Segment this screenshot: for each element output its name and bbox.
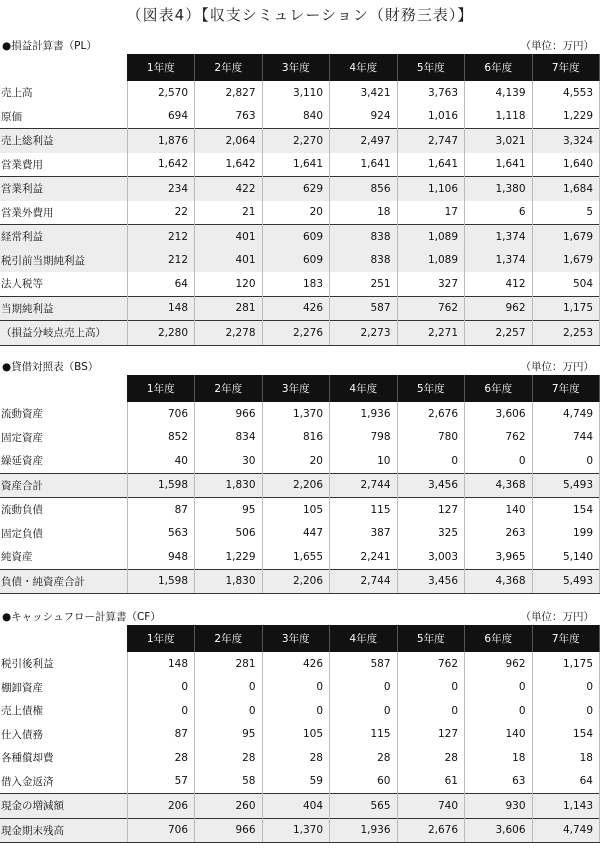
value-cell: 1,876 bbox=[127, 129, 195, 153]
value-cell: 0 bbox=[397, 449, 465, 473]
value-cell: 61 bbox=[397, 770, 465, 794]
value-cell: 0 bbox=[330, 699, 398, 723]
value-cell: 2,676 bbox=[397, 402, 465, 426]
value-cell: 5,140 bbox=[532, 545, 600, 569]
table-row bbox=[0, 81, 600, 105]
row-label: 営業外費用 bbox=[0, 201, 127, 225]
value-cell: 115 bbox=[330, 723, 398, 747]
value-cell: 0 bbox=[532, 699, 600, 723]
value-cell: 1,679 bbox=[532, 249, 600, 273]
value-cell: 0 bbox=[330, 676, 398, 700]
cf-table-body bbox=[0, 652, 600, 843]
value-cell: 948 bbox=[127, 545, 195, 569]
year-header: 3年度 bbox=[262, 54, 330, 81]
year-header: 2年度 bbox=[195, 375, 263, 402]
value-cell: 2,497 bbox=[330, 129, 398, 153]
value-cell: 17 bbox=[397, 201, 465, 225]
row-label: 現金の増減額 bbox=[0, 794, 127, 819]
value-cell: 3,965 bbox=[465, 545, 533, 569]
value-cell: 1,642 bbox=[127, 153, 195, 177]
value-cell: 206 bbox=[127, 794, 195, 819]
value-cell: 740 bbox=[397, 794, 465, 819]
pl-header-row bbox=[0, 54, 600, 81]
row-label: 当期純利益 bbox=[0, 296, 127, 321]
row-label: 資産合計 bbox=[0, 473, 127, 498]
value-cell: 3,421 bbox=[330, 81, 398, 105]
value-cell: 64 bbox=[532, 770, 600, 794]
value-cell: 0 bbox=[127, 676, 195, 700]
value-cell: 1,380 bbox=[465, 177, 533, 201]
value-cell: 1,684 bbox=[532, 177, 600, 201]
row-label: 純資産 bbox=[0, 545, 127, 569]
table-row bbox=[0, 498, 600, 522]
row-label: 借入金返済 bbox=[0, 770, 127, 794]
value-cell: 401 bbox=[195, 225, 263, 249]
value-cell: 1,641 bbox=[397, 153, 465, 177]
value-cell: 28 bbox=[195, 746, 263, 770]
pl-table bbox=[0, 54, 600, 346]
value-cell: 1,175 bbox=[532, 296, 600, 321]
value-cell: 2,676 bbox=[397, 818, 465, 843]
value-cell: 2,280 bbox=[127, 321, 195, 346]
value-cell: 0 bbox=[465, 676, 533, 700]
year-header: 7年度 bbox=[532, 375, 600, 402]
value-cell: 2,064 bbox=[195, 129, 263, 153]
cf-section bbox=[0, 607, 600, 843]
year-header: 7年度 bbox=[532, 54, 600, 81]
value-cell: 2,206 bbox=[262, 473, 330, 498]
table-row bbox=[0, 402, 600, 426]
value-cell: 0 bbox=[397, 676, 465, 700]
value-cell: 1,089 bbox=[397, 249, 465, 273]
value-cell: 60 bbox=[330, 770, 398, 794]
value-cell: 154 bbox=[532, 723, 600, 747]
value-cell: 0 bbox=[195, 676, 263, 700]
value-cell: 3,606 bbox=[465, 818, 533, 843]
value-cell: 1,936 bbox=[330, 402, 398, 426]
header-blank-cell bbox=[0, 375, 127, 402]
cf-section-header bbox=[0, 607, 600, 623]
row-label: 繰延資産 bbox=[0, 449, 127, 473]
value-cell: 3,763 bbox=[397, 81, 465, 105]
table-row bbox=[0, 723, 600, 747]
value-cell: 2,570 bbox=[127, 81, 195, 105]
value-cell: 18 bbox=[532, 746, 600, 770]
value-cell: 3,456 bbox=[397, 473, 465, 498]
row-label: 各種償却費 bbox=[0, 746, 127, 770]
value-cell: 1,106 bbox=[397, 177, 465, 201]
value-cell: 962 bbox=[465, 652, 533, 676]
value-cell: 0 bbox=[465, 699, 533, 723]
year-header: 5年度 bbox=[397, 375, 465, 402]
value-cell: 1,936 bbox=[330, 818, 398, 843]
value-cell: 706 bbox=[127, 818, 195, 843]
year-header: 2年度 bbox=[195, 54, 263, 81]
value-cell: 1,830 bbox=[195, 473, 263, 498]
bs-header-row bbox=[0, 375, 600, 402]
value-cell: 1,370 bbox=[262, 818, 330, 843]
value-cell: 506 bbox=[195, 522, 263, 546]
value-cell: 28 bbox=[127, 746, 195, 770]
value-cell: 0 bbox=[397, 699, 465, 723]
value-cell: 1,175 bbox=[532, 652, 600, 676]
row-label: 経常利益 bbox=[0, 225, 127, 249]
value-cell: 2,827 bbox=[195, 81, 263, 105]
value-cell: 762 bbox=[397, 296, 465, 321]
row-label: 固定負債 bbox=[0, 522, 127, 546]
value-cell: 1,374 bbox=[465, 249, 533, 273]
table-row bbox=[0, 249, 600, 273]
value-cell: 1,229 bbox=[195, 545, 263, 569]
value-cell: 64 bbox=[127, 272, 195, 296]
row-label: 売上高 bbox=[0, 81, 127, 105]
value-cell: 744 bbox=[532, 426, 600, 450]
value-cell: 183 bbox=[262, 272, 330, 296]
value-cell: 4,368 bbox=[465, 569, 533, 594]
value-cell: 40 bbox=[127, 449, 195, 473]
table-row bbox=[0, 746, 600, 770]
value-cell: 63 bbox=[465, 770, 533, 794]
row-label: 現金期末残高 bbox=[0, 818, 127, 843]
value-cell: 18 bbox=[330, 201, 398, 225]
value-cell: 212 bbox=[127, 249, 195, 273]
year-header: 1年度 bbox=[127, 54, 195, 81]
value-cell: 5,493 bbox=[532, 569, 600, 594]
table-row bbox=[0, 545, 600, 569]
value-cell: 404 bbox=[262, 794, 330, 819]
value-cell: 0 bbox=[262, 676, 330, 700]
year-header: 3年度 bbox=[262, 625, 330, 652]
value-cell: 1,229 bbox=[532, 105, 600, 129]
value-cell: 0 bbox=[532, 449, 600, 473]
value-cell: 609 bbox=[262, 249, 330, 273]
value-cell: 2,276 bbox=[262, 321, 330, 346]
value-cell: 1,089 bbox=[397, 225, 465, 249]
value-cell: 762 bbox=[397, 652, 465, 676]
value-cell: 2,273 bbox=[330, 321, 398, 346]
cf-unit-label: （単位：万円） bbox=[520, 611, 594, 623]
value-cell: 4,139 bbox=[465, 81, 533, 105]
table-row bbox=[0, 794, 600, 819]
value-cell: 706 bbox=[127, 402, 195, 426]
year-header: 6年度 bbox=[465, 54, 533, 81]
value-cell: 327 bbox=[397, 272, 465, 296]
table-row bbox=[0, 699, 600, 723]
value-cell: 127 bbox=[397, 498, 465, 522]
value-cell: 563 bbox=[127, 522, 195, 546]
value-cell: 1,679 bbox=[532, 225, 600, 249]
value-cell: 1,640 bbox=[532, 153, 600, 177]
value-cell: 251 bbox=[330, 272, 398, 296]
value-cell: 1,641 bbox=[262, 153, 330, 177]
year-header: 1年度 bbox=[127, 375, 195, 402]
table-row bbox=[0, 770, 600, 794]
row-label: 営業費用 bbox=[0, 153, 127, 177]
value-cell: 401 bbox=[195, 249, 263, 273]
row-label: 売上総利益 bbox=[0, 129, 127, 153]
value-cell: 57 bbox=[127, 770, 195, 794]
value-cell: 840 bbox=[262, 105, 330, 129]
value-cell: 504 bbox=[532, 272, 600, 296]
bs-unit-label: （単位：万円） bbox=[520, 361, 594, 373]
value-cell: 1,655 bbox=[262, 545, 330, 569]
value-cell: 447 bbox=[262, 522, 330, 546]
value-cell: 120 bbox=[195, 272, 263, 296]
value-cell: 5,493 bbox=[532, 473, 600, 498]
row-label: 税引前当期純利益 bbox=[0, 249, 127, 273]
value-cell: 0 bbox=[127, 699, 195, 723]
value-cell: 0 bbox=[465, 449, 533, 473]
value-cell: 2,241 bbox=[330, 545, 398, 569]
value-cell: 105 bbox=[262, 723, 330, 747]
value-cell: 962 bbox=[465, 296, 533, 321]
value-cell: 2,271 bbox=[397, 321, 465, 346]
pl-section-title: ●損益計算書（PL） bbox=[2, 40, 97, 52]
value-cell: 2,206 bbox=[262, 569, 330, 594]
table-row bbox=[0, 272, 600, 296]
value-cell: 105 bbox=[262, 498, 330, 522]
value-cell: 148 bbox=[127, 652, 195, 676]
value-cell: 780 bbox=[397, 426, 465, 450]
value-cell: 629 bbox=[262, 177, 330, 201]
value-cell: 1,830 bbox=[195, 569, 263, 594]
value-cell: 422 bbox=[195, 177, 263, 201]
value-cell: 28 bbox=[330, 746, 398, 770]
pl-unit-label: （単位：万円） bbox=[520, 40, 594, 52]
value-cell: 281 bbox=[195, 296, 263, 321]
value-cell: 838 bbox=[330, 225, 398, 249]
value-cell: 95 bbox=[195, 498, 263, 522]
year-header: 7年度 bbox=[532, 625, 600, 652]
value-cell: 5 bbox=[532, 201, 600, 225]
value-cell: 260 bbox=[195, 794, 263, 819]
value-cell: 6 bbox=[465, 201, 533, 225]
value-cell: 2,257 bbox=[465, 321, 533, 346]
value-cell: 0 bbox=[195, 699, 263, 723]
row-label: 固定資産 bbox=[0, 426, 127, 450]
row-label: 棚卸資産 bbox=[0, 676, 127, 700]
value-cell: 20 bbox=[262, 201, 330, 225]
bs-table bbox=[0, 375, 600, 594]
value-cell: 426 bbox=[262, 652, 330, 676]
value-cell: 966 bbox=[195, 818, 263, 843]
value-cell: 28 bbox=[397, 746, 465, 770]
value-cell: 387 bbox=[330, 522, 398, 546]
table-row bbox=[0, 153, 600, 177]
row-label: 負債・純資産合計 bbox=[0, 569, 127, 594]
cf-table bbox=[0, 625, 600, 843]
value-cell: 212 bbox=[127, 225, 195, 249]
value-cell: 58 bbox=[195, 770, 263, 794]
pl-section-header bbox=[0, 36, 600, 52]
row-label: 売上債権 bbox=[0, 699, 127, 723]
value-cell: 1,118 bbox=[465, 105, 533, 129]
value-cell: 1,641 bbox=[465, 153, 533, 177]
value-cell: 1,598 bbox=[127, 473, 195, 498]
value-cell: 924 bbox=[330, 105, 398, 129]
value-cell: 2,747 bbox=[397, 129, 465, 153]
value-cell: 798 bbox=[330, 426, 398, 450]
value-cell: 1,370 bbox=[262, 402, 330, 426]
row-label: 原価 bbox=[0, 105, 127, 129]
value-cell: 22 bbox=[127, 201, 195, 225]
value-cell: 838 bbox=[330, 249, 398, 273]
pl-table-body bbox=[0, 81, 600, 345]
value-cell: 21 bbox=[195, 201, 263, 225]
value-cell: 852 bbox=[127, 426, 195, 450]
value-cell: 87 bbox=[127, 723, 195, 747]
row-label: 法人税等 bbox=[0, 272, 127, 296]
value-cell: 816 bbox=[262, 426, 330, 450]
bs-section-header bbox=[0, 357, 600, 373]
table-row bbox=[0, 321, 600, 346]
value-cell: 2,270 bbox=[262, 129, 330, 153]
year-header: 4年度 bbox=[330, 625, 398, 652]
value-cell: 18 bbox=[465, 746, 533, 770]
value-cell: 2,278 bbox=[195, 321, 263, 346]
value-cell: 325 bbox=[397, 522, 465, 546]
value-cell: 127 bbox=[397, 723, 465, 747]
page-title: （図表4）【収支シミュレーション（財務三表）】 bbox=[126, 6, 474, 24]
year-header: 5年度 bbox=[397, 54, 465, 81]
year-header: 4年度 bbox=[330, 375, 398, 402]
value-cell: 3,606 bbox=[465, 402, 533, 426]
cf-header-row bbox=[0, 625, 600, 652]
value-cell: 154 bbox=[532, 498, 600, 522]
row-label: （損益分岐点売上高） bbox=[0, 321, 127, 346]
value-cell: 199 bbox=[532, 522, 600, 546]
value-cell: 426 bbox=[262, 296, 330, 321]
value-cell: 834 bbox=[195, 426, 263, 450]
value-cell: 1,016 bbox=[397, 105, 465, 129]
value-cell: 10 bbox=[330, 449, 398, 473]
value-cell: 3,324 bbox=[532, 129, 600, 153]
value-cell: 587 bbox=[330, 296, 398, 321]
year-header: 4年度 bbox=[330, 54, 398, 81]
table-row bbox=[0, 129, 600, 153]
value-cell: 762 bbox=[465, 426, 533, 450]
value-cell: 28 bbox=[262, 746, 330, 770]
value-cell: 95 bbox=[195, 723, 263, 747]
value-cell: 4,749 bbox=[532, 402, 600, 426]
table-row bbox=[0, 569, 600, 594]
value-cell: 1,143 bbox=[532, 794, 600, 819]
year-header: 5年度 bbox=[397, 625, 465, 652]
table-row bbox=[0, 522, 600, 546]
cf-section-title: ●キャッシュフロー計算書（CF） bbox=[2, 611, 161, 623]
value-cell: 87 bbox=[127, 498, 195, 522]
value-cell: 3,456 bbox=[397, 569, 465, 594]
value-cell: 2,253 bbox=[532, 321, 600, 346]
value-cell: 930 bbox=[465, 794, 533, 819]
bs-table-body bbox=[0, 402, 600, 594]
year-header: 1年度 bbox=[127, 625, 195, 652]
value-cell: 1,598 bbox=[127, 569, 195, 594]
row-label: 税引後利益 bbox=[0, 652, 127, 676]
value-cell: 565 bbox=[330, 794, 398, 819]
table-row bbox=[0, 105, 600, 129]
year-header: 6年度 bbox=[465, 375, 533, 402]
value-cell: 3,110 bbox=[262, 81, 330, 105]
value-cell: 763 bbox=[195, 105, 263, 129]
bs-section bbox=[0, 357, 600, 594]
value-cell: 59 bbox=[262, 770, 330, 794]
year-header: 2年度 bbox=[195, 625, 263, 652]
value-cell: 2,744 bbox=[330, 569, 398, 594]
value-cell: 1,642 bbox=[195, 153, 263, 177]
year-header: 3年度 bbox=[262, 375, 330, 402]
pl-section bbox=[0, 36, 600, 346]
value-cell: 3,021 bbox=[465, 129, 533, 153]
value-cell: 30 bbox=[195, 449, 263, 473]
table-row bbox=[0, 473, 600, 498]
row-label: 仕入債務 bbox=[0, 723, 127, 747]
header-blank-cell bbox=[0, 54, 127, 81]
value-cell: 966 bbox=[195, 402, 263, 426]
value-cell: 3,003 bbox=[397, 545, 465, 569]
value-cell: 694 bbox=[127, 105, 195, 129]
table-row bbox=[0, 296, 600, 321]
value-cell: 609 bbox=[262, 225, 330, 249]
value-cell: 0 bbox=[532, 676, 600, 700]
table-row bbox=[0, 818, 600, 843]
value-cell: 4,368 bbox=[465, 473, 533, 498]
header-blank-cell bbox=[0, 625, 127, 652]
table-row bbox=[0, 201, 600, 225]
value-cell: 115 bbox=[330, 498, 398, 522]
table-row bbox=[0, 676, 600, 700]
value-cell: 587 bbox=[330, 652, 398, 676]
value-cell: 856 bbox=[330, 177, 398, 201]
value-cell: 1,641 bbox=[330, 153, 398, 177]
table-row bbox=[0, 652, 600, 676]
row-label: 流動資産 bbox=[0, 402, 127, 426]
table-row bbox=[0, 449, 600, 473]
value-cell: 148 bbox=[127, 296, 195, 321]
value-cell: 4,553 bbox=[532, 81, 600, 105]
row-label: 営業利益 bbox=[0, 177, 127, 201]
value-cell: 263 bbox=[465, 522, 533, 546]
table-row bbox=[0, 225, 600, 249]
bs-section-title: ●貸借対照表（BS） bbox=[2, 361, 99, 373]
table-row bbox=[0, 426, 600, 450]
value-cell: 4,749 bbox=[532, 818, 600, 843]
value-cell: 0 bbox=[262, 699, 330, 723]
value-cell: 20 bbox=[262, 449, 330, 473]
value-cell: 1,374 bbox=[465, 225, 533, 249]
value-cell: 281 bbox=[195, 652, 263, 676]
value-cell: 140 bbox=[465, 723, 533, 747]
value-cell: 412 bbox=[465, 272, 533, 296]
value-cell: 2,744 bbox=[330, 473, 398, 498]
value-cell: 234 bbox=[127, 177, 195, 201]
table-row bbox=[0, 177, 600, 201]
row-label: 流動負債 bbox=[0, 498, 127, 522]
value-cell: 140 bbox=[465, 498, 533, 522]
year-header: 6年度 bbox=[465, 625, 533, 652]
